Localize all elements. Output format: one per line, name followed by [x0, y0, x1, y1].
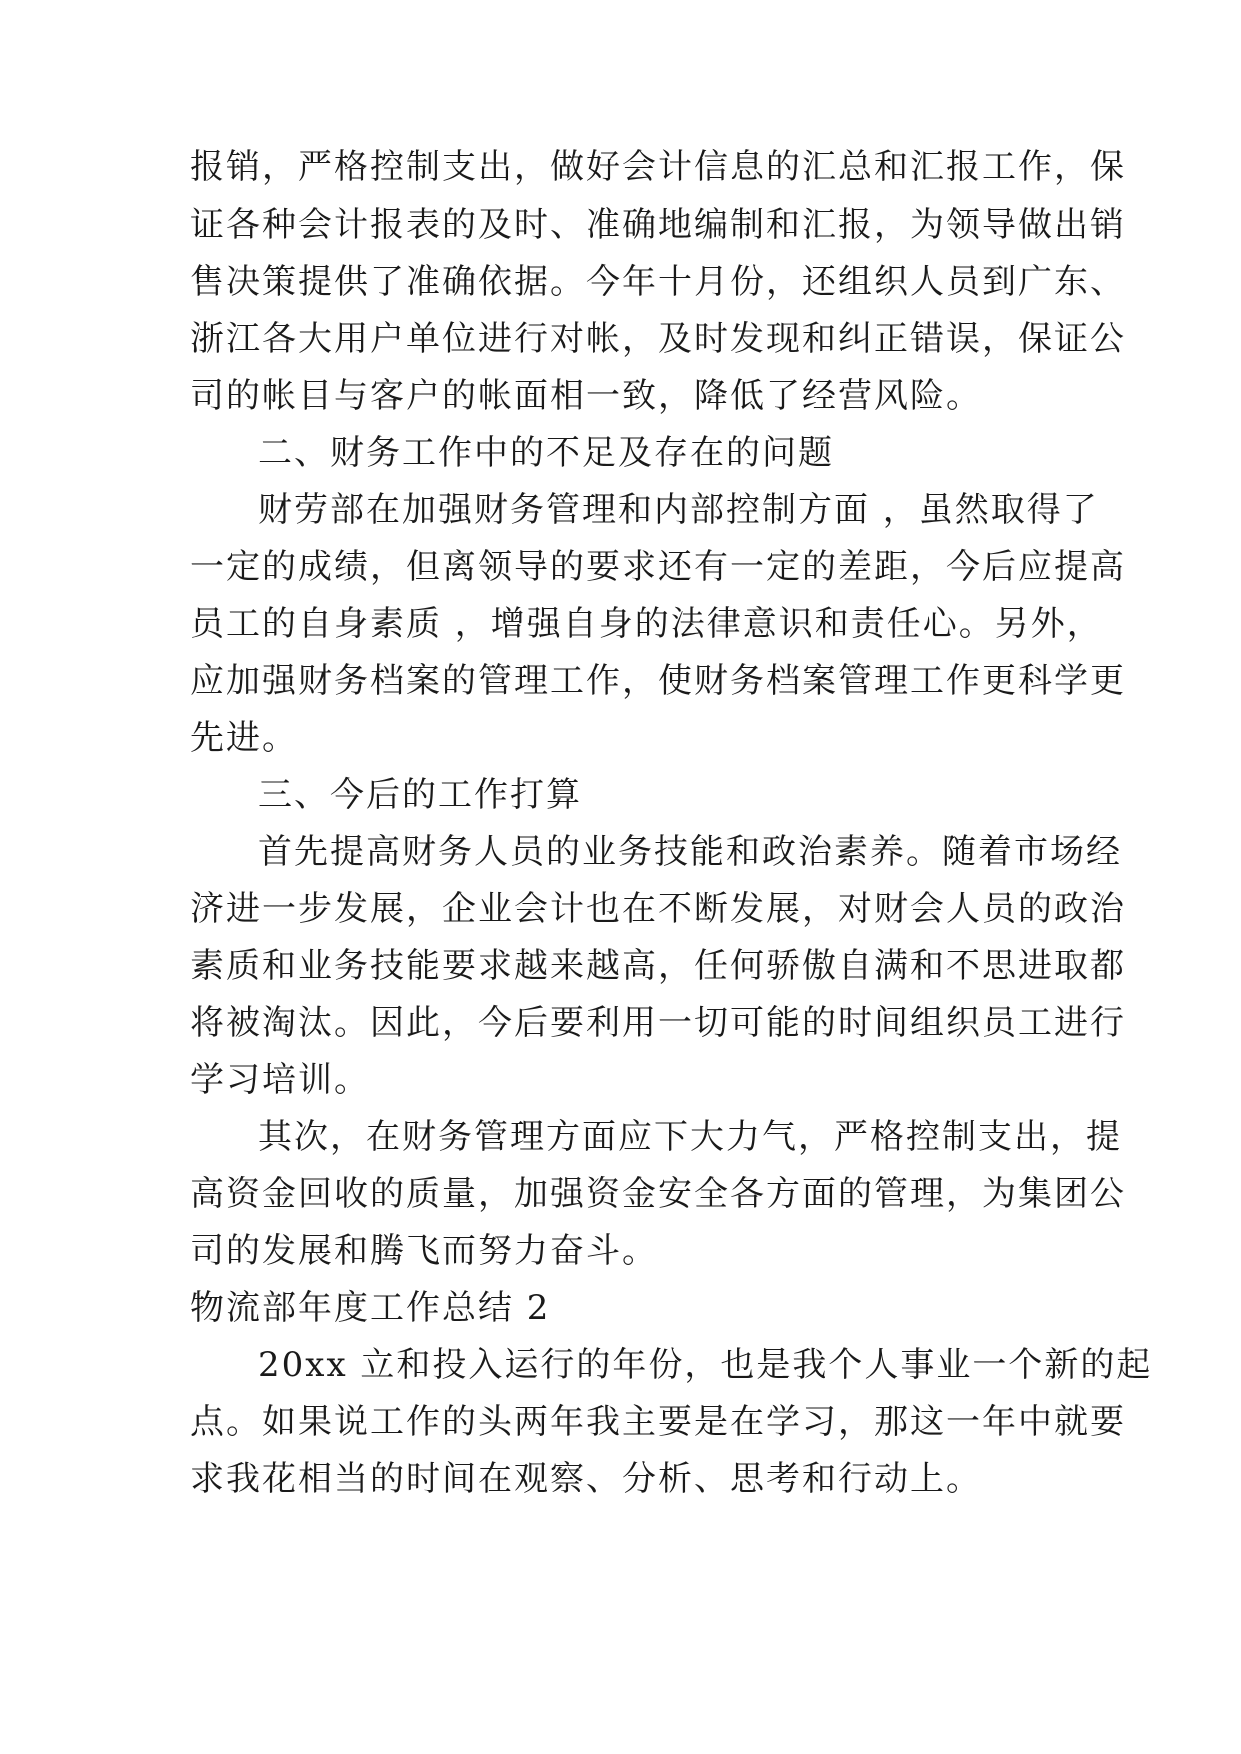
paragraph-line: 首先提高财务人员的业务技能和政治素养。随着市场经	[258, 832, 1122, 872]
paragraph-line: 20xx 立和投入运行的年份，也是我个人事业一个新的起	[258, 1345, 1153, 1385]
section-heading: 二、财务工作中的不足及存在的问题	[258, 433, 834, 473]
paragraph-line: 证各种会计报表的及时、准确地编制和汇报，为领导做出销	[190, 205, 1126, 245]
paragraph-line: 员工的自身素质 ，增强自身的法律意识和责任心。另外，	[190, 604, 1103, 644]
paragraph-line: 先进。	[190, 718, 298, 758]
paragraph-line: 财劳部在加强财务管理和内部控制方面 ，虽然取得了	[258, 490, 1099, 530]
paragraph-line: 求我花相当的时间在观察、分析、思考和行动上。	[190, 1459, 982, 1499]
paragraph-line: 一定的成绩，但离领导的要求还有一定的差距，今后应提高	[190, 547, 1126, 587]
paragraph-line: 司的发展和腾飞而努力奋斗。	[190, 1231, 658, 1271]
paragraph-line: 应加强财务档案的管理工作，使财务档案管理工作更科学更	[190, 661, 1126, 701]
paragraph-line: 学习培训。	[190, 1060, 370, 1100]
section-heading: 三、今后的工作打算	[258, 775, 582, 815]
paragraph-line: 将被淘汰。因此，今后要利用一切可能的时间组织员工进行	[190, 1003, 1126, 1043]
paragraph-line: 司的帐目与客户的帐面相一致，降低了经营风险。	[190, 376, 982, 416]
paragraph-line: 售决策提供了准确依据。今年十月份，还组织人员到广东、	[190, 262, 1126, 302]
paragraph-line: 报销，严格控制支出，做好会计信息的汇总和汇报工作，保	[190, 147, 1126, 187]
paragraph-line: 其次，在财务管理方面应下大力气，严格控制支出，提	[258, 1117, 1122, 1157]
paragraph-line: 点。如果说工作的头两年我主要是在学习，那这一年中就要	[190, 1402, 1126, 1442]
paragraph-line: 素质和业务技能要求越来越高，任何骄傲自满和不思进取都	[190, 946, 1126, 986]
paragraph-line: 济进一步发展，企业会计也在不断发展，对财会人员的政治	[190, 889, 1126, 929]
document-title: 物流部年度工作总结 2	[190, 1288, 551, 1328]
paragraph-line: 浙江各大用户单位进行对帐，及时发现和纠正错误，保证公	[190, 319, 1126, 359]
paragraph-line: 高资金回收的质量，加强资金安全各方面的管理，为集团公	[190, 1174, 1126, 1214]
